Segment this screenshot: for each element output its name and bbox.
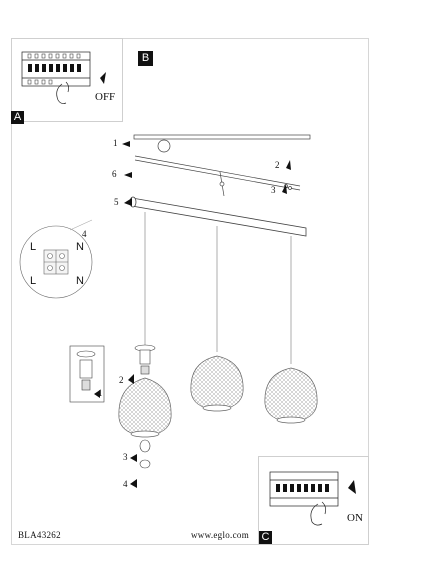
panel-b-tag: B bbox=[138, 51, 153, 66]
switch-off-label: OFF bbox=[95, 91, 116, 103]
step-4-label: 4 bbox=[82, 229, 87, 239]
lamp-shade-left bbox=[119, 378, 171, 437]
lamp-shade-right bbox=[265, 368, 317, 423]
canopy-bar bbox=[130, 197, 306, 236]
step-1-label: 1 bbox=[113, 138, 118, 148]
step-3-label: 3 bbox=[271, 185, 276, 195]
panel-a-tag: A bbox=[11, 111, 24, 124]
bulb-step-1-label: 1 bbox=[98, 388, 103, 398]
fuse-box-icon-a bbox=[22, 52, 90, 104]
switch-on-label: ON bbox=[347, 512, 363, 524]
shade-ring-detail bbox=[140, 440, 150, 468]
step-6-label: 6 bbox=[112, 169, 117, 179]
shade-step-3-label: 3 bbox=[123, 452, 128, 462]
model-number: BLA43262 bbox=[18, 530, 61, 540]
shade-step-4-label: 4 bbox=[123, 479, 128, 489]
panel-c-tag: C bbox=[259, 531, 272, 544]
step-2-label: 2 bbox=[275, 160, 280, 170]
wire-l-top-label: L bbox=[30, 241, 37, 253]
mounting-bracket bbox=[134, 135, 310, 196]
arrow-off-icon bbox=[100, 72, 106, 84]
website-url: www.eglo.com bbox=[191, 530, 250, 540]
step-arrows bbox=[94, 141, 291, 488]
pendant-cables bbox=[145, 212, 291, 364]
wire-l-bottom-label: L bbox=[30, 275, 37, 287]
arrow-on-icon bbox=[348, 480, 356, 494]
lamp-shade-middle bbox=[191, 356, 243, 411]
bulb-step-2-label: 2 bbox=[119, 375, 124, 385]
wire-n-top-label: N bbox=[76, 241, 84, 253]
fuse-box-icon-c bbox=[270, 472, 338, 525]
wire-n-bottom-label: N bbox=[76, 275, 84, 287]
step-5-label: 5 bbox=[114, 197, 119, 207]
